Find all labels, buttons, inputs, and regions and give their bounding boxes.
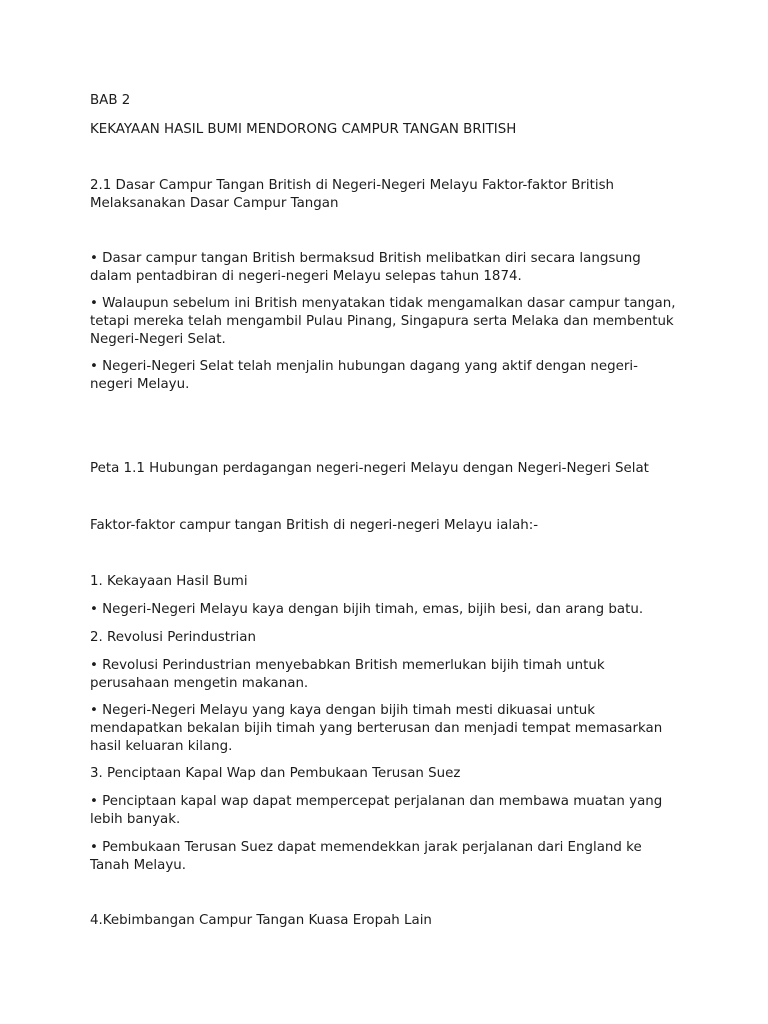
factor-bullet: • Negeri-Negeri Melayu yang kaya dengan bijih timah mesti dikuasai untuk mendapatkan bekalan bijih timah yang berterusan dan menjadi tempat memasarkan hasil keluaran kilang.: [90, 703, 663, 754]
chapter-number: BAB 2: [90, 93, 131, 108]
factor-bullet: • Penciptaan kapal wap dapat mempercepat perjalanan dan membawa muatan yang lebih banyak.: [90, 794, 663, 827]
factor-heading: 2. Revolusi Perindustrian: [90, 630, 256, 645]
intro-bullet: • Negeri-Negeri Selat telah menjalin hubungan dagang yang aktif dengan negeri-negeri Melayu.: [90, 359, 638, 392]
factor-bullet: • Negeri-Negeri Melayu kaya dengan bijih timah, emas, bijih besi, dan arang batu.: [90, 602, 644, 617]
intro-bullet: • Walaupun sebelum ini British menyatakan tidak mengamalkan dasar campur tangan, tetapi mereka telah mengambil Pulau Pinang, Singapura serta Melaka dan membentuk Negeri-Negeri Selat.: [90, 296, 676, 347]
section-heading: 2.1 Dasar Campur Tangan British di Negeri-Negeri Melayu Faktor-faktor British Melaksanakan Dasar Campur Tangan: [90, 178, 615, 211]
factor-heading: 3. Penciptaan Kapal Wap dan Pembukaan Terusan Suez: [90, 766, 461, 781]
chapter-title: KEKAYAAN HASIL BUMI MENDORONG CAMPUR TANGAN BRITISH: [90, 122, 517, 137]
factors-intro: Faktor-faktor campur tangan British di negeri-negeri Melayu ialah:-: [90, 518, 539, 533]
factor-bullet: • Revolusi Perindustrian menyebabkan British memerlukan bijih timah untuk perusahaan mengetin makanan.: [90, 658, 605, 691]
intro-bullet: • Dasar campur tangan British bermaksud British melibatkan diri secara langsung dalam pentadbiran di negeri-negeri Melayu selepas tahun 1874.: [90, 251, 641, 284]
factor-heading: 1. Kekayaan Hasil Bumi: [90, 574, 248, 589]
factor-heading: 4.Kebimbangan Campur Tangan Kuasa Eropah Lain: [90, 913, 432, 928]
map-caption: Peta 1.1 Hubungan perdagangan negeri-negeri Melayu dengan Negeri-Negeri Selat: [90, 461, 649, 476]
factor-bullet: • Pembukaan Terusan Suez dapat memendekkan jarak perjalanan dari England ke Tanah Melayu.: [90, 840, 642, 873]
